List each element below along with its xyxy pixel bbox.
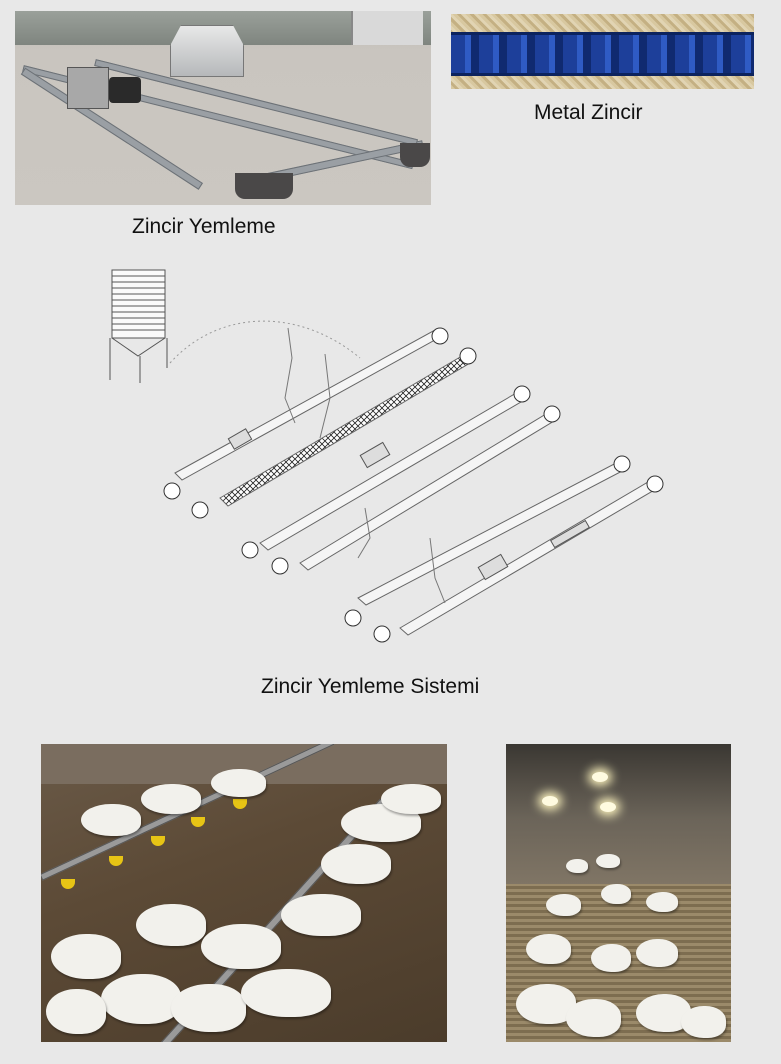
chicken xyxy=(101,974,181,1024)
feed-hopper xyxy=(170,25,244,77)
feed-silo xyxy=(110,270,167,383)
chicken xyxy=(526,934,571,964)
chicken xyxy=(566,999,621,1037)
broiler-house-photo xyxy=(506,744,731,1042)
feeder-pan xyxy=(233,799,247,809)
chicken xyxy=(636,939,678,967)
feed-lines xyxy=(175,330,656,635)
broilers-feeder-photo xyxy=(41,744,447,1042)
chicken xyxy=(171,984,246,1032)
chain-feeding-system-caption: Zincir Yemleme Sistemi xyxy=(261,675,480,698)
ceiling-lamp xyxy=(600,802,616,812)
background-door xyxy=(351,11,423,45)
chicken xyxy=(591,944,631,972)
chicken xyxy=(241,969,331,1017)
chicken xyxy=(141,784,201,814)
ceiling-lamp xyxy=(592,772,608,782)
drive-motor xyxy=(109,77,141,103)
chicken xyxy=(46,989,106,1034)
chicken xyxy=(381,784,441,814)
feeder-pan xyxy=(61,879,75,889)
chicken xyxy=(566,859,588,873)
chicken xyxy=(601,884,631,904)
chain-feeding-system-diagram xyxy=(100,258,680,648)
chicken xyxy=(681,1006,726,1038)
feeder-track xyxy=(94,59,418,146)
blue-chain xyxy=(451,32,754,76)
chicken xyxy=(201,924,281,969)
chicken xyxy=(51,934,121,979)
chicken xyxy=(281,894,361,936)
drive-unit xyxy=(67,67,109,109)
feeder-pan xyxy=(151,836,165,846)
metal-chain-caption: Metal Zincir xyxy=(534,101,643,124)
chicken xyxy=(81,804,141,836)
metal-chain-photo xyxy=(451,14,754,89)
chain-feeding-caption: Zincir Yemleme xyxy=(132,215,276,238)
corner-wheel xyxy=(235,173,293,199)
feeder-pan xyxy=(191,817,205,827)
chicken xyxy=(211,769,266,797)
chicken xyxy=(321,844,391,884)
chicken xyxy=(646,892,678,912)
ceiling-lamp xyxy=(542,796,558,806)
chicken xyxy=(136,904,206,946)
chain-feeding-photo xyxy=(15,11,431,205)
chicken xyxy=(546,894,581,916)
corner-wheel xyxy=(400,143,430,167)
chicken xyxy=(596,854,620,868)
feeder-pan xyxy=(109,856,123,866)
